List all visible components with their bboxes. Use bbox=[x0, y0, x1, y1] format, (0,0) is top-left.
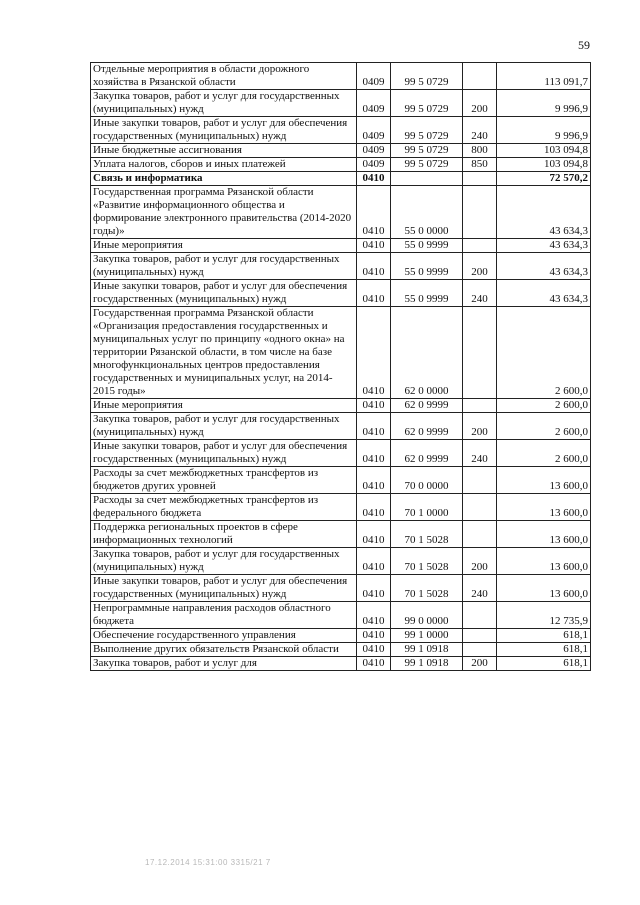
row-expense-type: 240 bbox=[463, 440, 497, 467]
row-section-code: 0410 bbox=[357, 186, 391, 239]
row-name: Иные закупки товаров, работ и услуг для обеспечения государственных (муниципальных) нужд bbox=[91, 117, 357, 144]
row-amount: 12 735,9 bbox=[497, 602, 591, 629]
row-section-code: 0409 bbox=[357, 144, 391, 158]
row-name: Уплата налогов, сборов и иных платежей bbox=[91, 158, 357, 172]
row-name: Иные бюджетные ассигнования bbox=[91, 144, 357, 158]
row-target-code bbox=[391, 172, 463, 186]
row-name: Иные мероприятия bbox=[91, 239, 357, 253]
row-section-code: 0410 bbox=[357, 172, 391, 186]
row-name: Обеспечение государственного управления bbox=[91, 629, 357, 643]
row-target-code: 99 1 0918 bbox=[391, 643, 463, 657]
row-expense-type: 240 bbox=[463, 117, 497, 144]
row-expense-type: 850 bbox=[463, 158, 497, 172]
table-row bbox=[91, 643, 591, 657]
row-amount: 618,1 bbox=[497, 657, 591, 671]
row-section-code: 0410 bbox=[357, 399, 391, 413]
row-amount: 2 600,0 bbox=[497, 399, 591, 413]
row-target-code: 70 0 0000 bbox=[391, 467, 463, 494]
table-row bbox=[91, 575, 591, 602]
row-target-code: 62 0 9999 bbox=[391, 440, 463, 467]
row-name: Иные закупки товаров, работ и услуг для обеспечения государственных (муниципальных) нужд bbox=[91, 575, 357, 602]
row-expense-type bbox=[463, 602, 497, 629]
row-amount: 13 600,0 bbox=[497, 467, 591, 494]
table-row bbox=[91, 629, 591, 643]
row-expense-type bbox=[463, 239, 497, 253]
row-amount: 103 094,8 bbox=[497, 144, 591, 158]
row-expense-type: 200 bbox=[463, 548, 497, 575]
row-section-code: 0410 bbox=[357, 521, 391, 548]
row-target-code: 99 5 0729 bbox=[391, 63, 463, 90]
table-row bbox=[91, 521, 591, 548]
row-section-code: 0410 bbox=[357, 657, 391, 671]
row-expense-type bbox=[463, 643, 497, 657]
budget-table bbox=[90, 62, 591, 671]
table-row bbox=[91, 307, 591, 399]
row-expense-type bbox=[463, 186, 497, 239]
row-section-code: 0410 bbox=[357, 253, 391, 280]
row-expense-type bbox=[463, 307, 497, 399]
row-section-code: 0410 bbox=[357, 575, 391, 602]
row-target-code: 70 1 5028 bbox=[391, 521, 463, 548]
row-target-code: 55 0 9999 bbox=[391, 253, 463, 280]
row-amount: 13 600,0 bbox=[497, 575, 591, 602]
row-amount: 113 091,7 bbox=[497, 63, 591, 90]
table-row bbox=[91, 239, 591, 253]
table-row bbox=[91, 548, 591, 575]
row-amount: 43 634,3 bbox=[497, 280, 591, 307]
row-amount: 43 634,3 bbox=[497, 239, 591, 253]
row-target-code: 99 1 0000 bbox=[391, 629, 463, 643]
row-name: Выполнение других обязательств Рязанской области bbox=[91, 643, 357, 657]
table-row bbox=[91, 253, 591, 280]
row-amount: 618,1 bbox=[497, 643, 591, 657]
footer-stamp: 17.12.2014 15:31:00 3315/21 7 bbox=[145, 858, 271, 867]
row-expense-type: 240 bbox=[463, 280, 497, 307]
row-expense-type: 800 bbox=[463, 144, 497, 158]
row-section-code: 0410 bbox=[357, 548, 391, 575]
row-section-code: 0409 bbox=[357, 117, 391, 144]
row-expense-type: 200 bbox=[463, 413, 497, 440]
row-section-code: 0410 bbox=[357, 602, 391, 629]
row-name: Закупка товаров, работ и услуг для государственных (муниципальных) нужд bbox=[91, 548, 357, 575]
row-section-code: 0410 bbox=[357, 467, 391, 494]
row-section-code: 0410 bbox=[357, 413, 391, 440]
row-amount: 43 634,3 bbox=[497, 186, 591, 239]
table-row bbox=[91, 467, 591, 494]
row-amount: 9 996,9 bbox=[497, 117, 591, 144]
row-target-code: 62 0 0000 bbox=[391, 307, 463, 399]
table-row bbox=[91, 186, 591, 239]
row-amount: 13 600,0 bbox=[497, 521, 591, 548]
table-row bbox=[91, 90, 591, 117]
row-target-code: 55 0 9999 bbox=[391, 280, 463, 307]
table-row bbox=[91, 657, 591, 671]
row-name: Государственная программа Рязанской области «Развитие информационного общества и формирование электронного правительства (2014-2020 годы)» bbox=[91, 186, 357, 239]
row-expense-type: 200 bbox=[463, 657, 497, 671]
row-name: Закупка товаров, работ и услуг для bbox=[91, 657, 357, 671]
row-section-code: 0410 bbox=[357, 239, 391, 253]
row-expense-type bbox=[463, 494, 497, 521]
page-number: 59 bbox=[578, 38, 590, 52]
row-expense-type: 240 bbox=[463, 575, 497, 602]
row-target-code: 99 5 0729 bbox=[391, 158, 463, 172]
table-row bbox=[91, 63, 591, 90]
row-section-code: 0410 bbox=[357, 280, 391, 307]
row-section-code: 0409 bbox=[357, 63, 391, 90]
row-name: Иные мероприятия bbox=[91, 399, 357, 413]
row-section-code: 0410 bbox=[357, 494, 391, 521]
table-row bbox=[91, 399, 591, 413]
row-target-code: 70 1 5028 bbox=[391, 575, 463, 602]
row-name: Расходы за счет межбюджетных трансфертов из федерального бюджета bbox=[91, 494, 357, 521]
table-row bbox=[91, 280, 591, 307]
row-amount: 103 094,8 bbox=[497, 158, 591, 172]
row-expense-type bbox=[463, 399, 497, 413]
row-expense-type: 200 bbox=[463, 253, 497, 280]
table-row bbox=[91, 172, 591, 186]
row-section-code: 0410 bbox=[357, 643, 391, 657]
row-section-code: 0409 bbox=[357, 158, 391, 172]
row-target-code: 99 5 0729 bbox=[391, 117, 463, 144]
row-target-code: 99 0 0000 bbox=[391, 602, 463, 629]
row-section-code: 0410 bbox=[357, 629, 391, 643]
row-target-code: 55 0 9999 bbox=[391, 239, 463, 253]
row-section-code: 0409 bbox=[357, 90, 391, 117]
row-amount: 2 600,0 bbox=[497, 413, 591, 440]
row-section-code: 0410 bbox=[357, 440, 391, 467]
table-row bbox=[91, 158, 591, 172]
row-name: Иные закупки товаров, работ и услуг для обеспечения государственных (муниципальных) нужд bbox=[91, 280, 357, 307]
row-expense-type bbox=[463, 63, 497, 90]
row-amount: 2 600,0 bbox=[497, 440, 591, 467]
row-name: Закупка товаров, работ и услуг для государственных (муниципальных) нужд bbox=[91, 413, 357, 440]
budget-table-body bbox=[91, 63, 591, 671]
row-amount: 2 600,0 bbox=[497, 307, 591, 399]
row-name: Отдельные мероприятия в области дорожного хозяйства в Рязанской области bbox=[91, 63, 357, 90]
table-row bbox=[91, 440, 591, 467]
row-expense-type bbox=[463, 172, 497, 186]
row-target-code: 99 5 0729 bbox=[391, 144, 463, 158]
table-row bbox=[91, 144, 591, 158]
row-expense-type: 200 bbox=[463, 90, 497, 117]
table-row bbox=[91, 602, 591, 629]
row-name: Закупка товаров, работ и услуг для государственных (муниципальных) нужд bbox=[91, 253, 357, 280]
row-name: Непрограммные направления расходов областного бюджета bbox=[91, 602, 357, 629]
table-row bbox=[91, 413, 591, 440]
row-amount: 9 996,9 bbox=[497, 90, 591, 117]
row-target-code: 62 0 9999 bbox=[391, 413, 463, 440]
row-amount: 13 600,0 bbox=[497, 494, 591, 521]
row-target-code: 55 0 0000 bbox=[391, 186, 463, 239]
row-name: Поддержка региональных проектов в сфере информационных технологий bbox=[91, 521, 357, 548]
row-target-code: 70 1 0000 bbox=[391, 494, 463, 521]
row-target-code: 62 0 9999 bbox=[391, 399, 463, 413]
row-expense-type bbox=[463, 629, 497, 643]
row-name: Связь и информатика bbox=[91, 172, 357, 186]
row-target-code: 70 1 5028 bbox=[391, 548, 463, 575]
table-row bbox=[91, 494, 591, 521]
row-name: Иные закупки товаров, работ и услуг для обеспечения государственных (муниципальных) нужд bbox=[91, 440, 357, 467]
row-amount: 618,1 bbox=[497, 629, 591, 643]
table-row bbox=[91, 117, 591, 144]
row-expense-type bbox=[463, 521, 497, 548]
row-amount: 43 634,3 bbox=[497, 253, 591, 280]
row-amount: 72 570,2 bbox=[497, 172, 591, 186]
row-expense-type bbox=[463, 467, 497, 494]
row-section-code: 0410 bbox=[357, 307, 391, 399]
row-target-code: 99 5 0729 bbox=[391, 90, 463, 117]
row-name: Закупка товаров, работ и услуг для государственных (муниципальных) нужд bbox=[91, 90, 357, 117]
row-name: Расходы за счет межбюджетных трансфертов из бюджетов других уровней bbox=[91, 467, 357, 494]
row-amount: 13 600,0 bbox=[497, 548, 591, 575]
row-target-code: 99 1 0918 bbox=[391, 657, 463, 671]
row-name: Государственная программа Рязанской области «Организация предоставления государственных и муниципальных услуг по принципу «одного окна» на территории Рязанской области, в том числе на базе многофункциональных центров предоставления государственных и муниципальных услуг, на 2014-2015 годы» bbox=[91, 307, 357, 399]
